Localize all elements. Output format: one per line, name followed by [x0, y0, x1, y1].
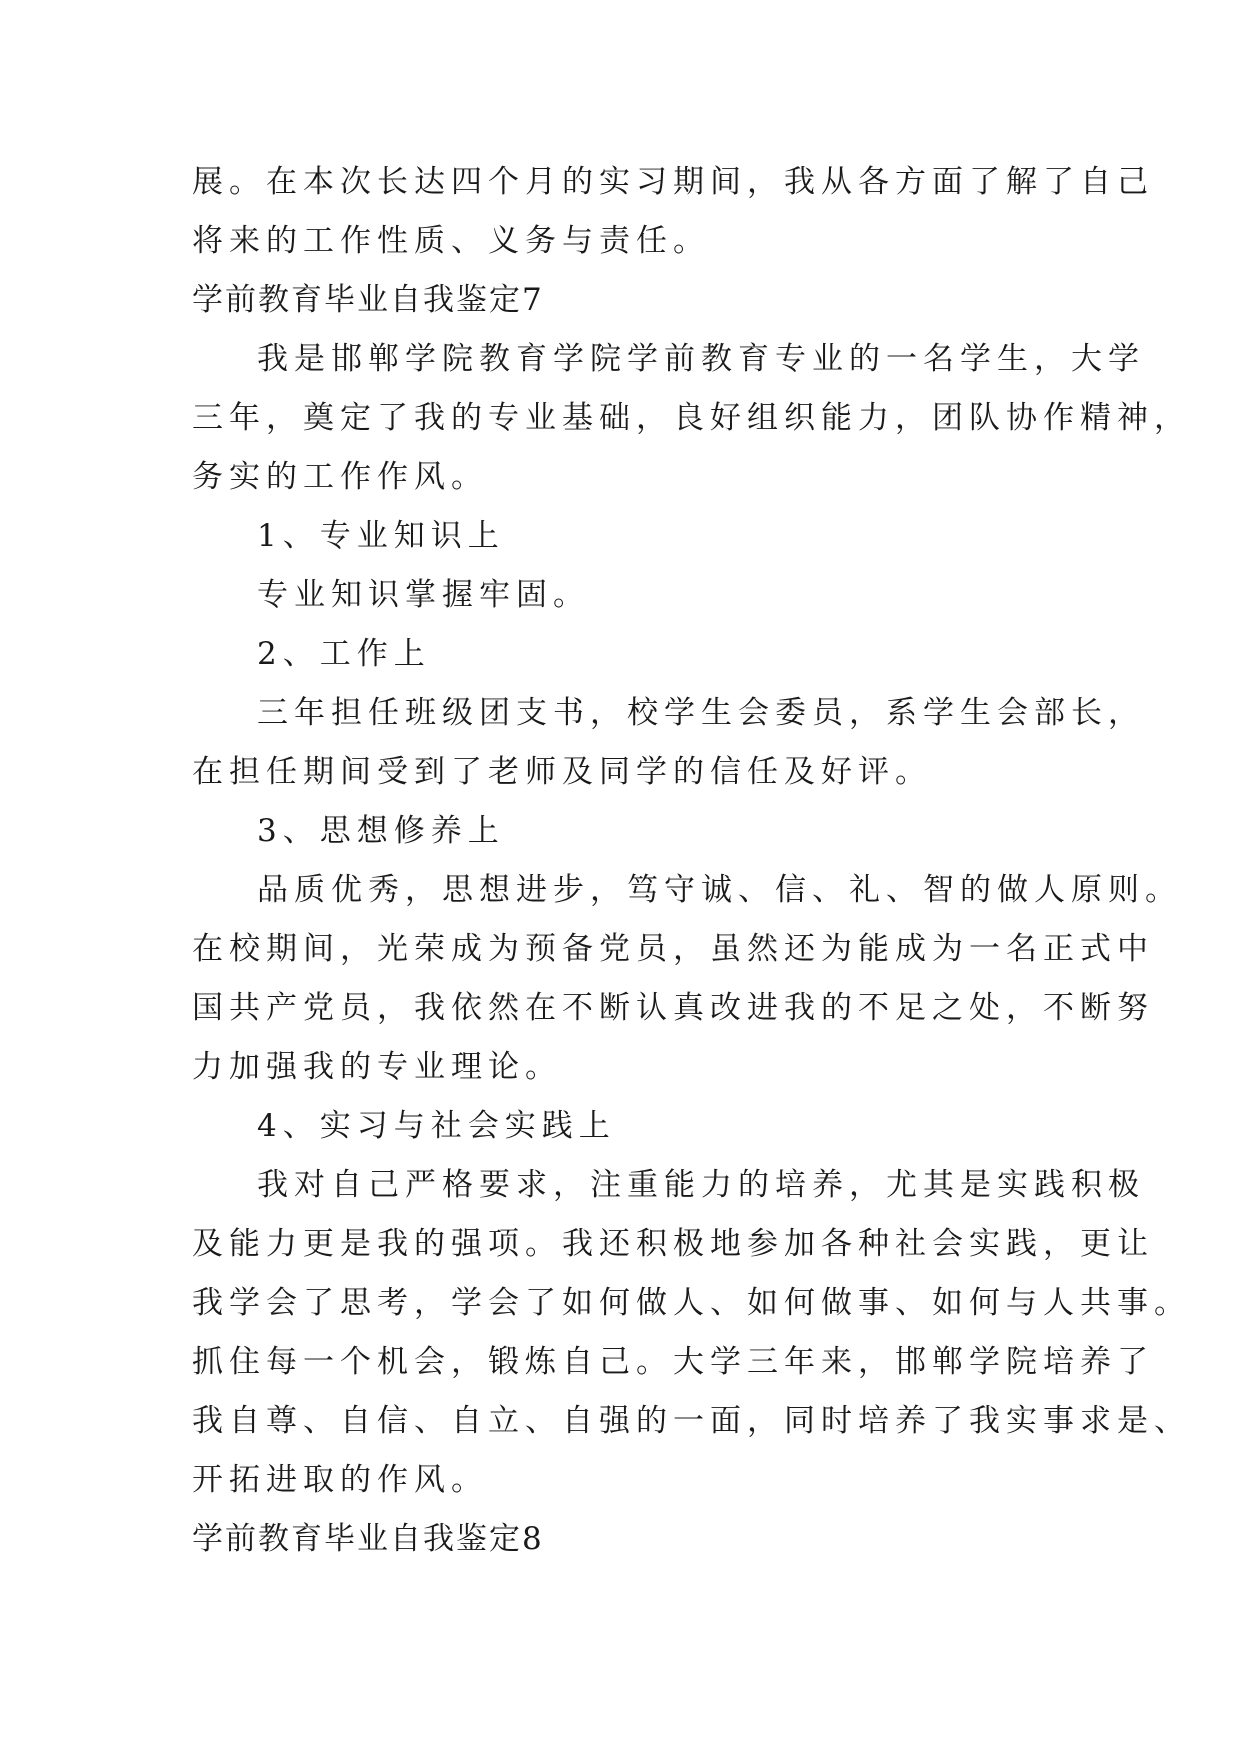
paragraph-line: 开拓进取的作风。 [192, 1462, 488, 1498]
paragraph-line: 在担任期间受到了老师及同学的信任及好评。 [192, 754, 932, 790]
paragraph-line: 我是邯郸学院教育学院学前教育专业的一名学生，大学 [257, 341, 1145, 377]
paragraph-line: 展。在本次长达四个月的实习期间，我从各方面了解了自己 [192, 164, 1154, 200]
paragraph-line: 三年，奠定了我的专业基础，良好组织能力，团队协作精神， [192, 400, 1191, 436]
paragraph-line: 力加强我的专业理论。 [192, 1049, 562, 1085]
paragraph-line: 务实的工作作风。 [192, 459, 488, 495]
paragraph-line: 我自尊、自信、自立、自强的一面，同时培养了我实事求是、 [192, 1403, 1191, 1439]
paragraph-line: 我对自己严格要求，注重能力的培养，尤其是实践积极 [257, 1167, 1145, 1203]
paragraph-line: 将来的工作性质、义务与责任。 [192, 223, 710, 259]
paragraph-line: 在校期间，光荣成为预备党员，虽然还为能成为一名正式中 [192, 931, 1154, 967]
section-heading: 学前教育毕业自我鉴定7 [192, 282, 544, 318]
paragraph-line: 我学会了思考，学会了如何做人、如何做事、如何与人共事。 [192, 1285, 1191, 1321]
paragraph-line: 专业知识掌握牢固。 [257, 577, 590, 613]
paragraph-line: 国共产党员，我依然在不断认真改进我的不足之处，不断努 [192, 990, 1154, 1026]
paragraph-line: 及能力更是我的强项。我还积极地参加各种社会实践，更让 [192, 1226, 1154, 1262]
subheading: 3、思想修养上 [257, 813, 505, 849]
section-heading: 学前教育毕业自我鉴定8 [192, 1521, 544, 1557]
subheading: 1、专业知识上 [257, 518, 505, 554]
paragraph-line: 抓住每一个机会，锻炼自己。大学三年来，邯郸学院培养了 [192, 1344, 1154, 1380]
subheading: 2、工作上 [257, 636, 431, 672]
subheading: 4、实习与社会实践上 [257, 1108, 616, 1144]
paragraph-line: 三年担任班级团支书，校学生会委员，系学生会部长， [257, 695, 1145, 731]
paragraph-line: 品质优秀，思想进步，笃守诚、信、礼、智的做人原则。 [257, 872, 1182, 908]
